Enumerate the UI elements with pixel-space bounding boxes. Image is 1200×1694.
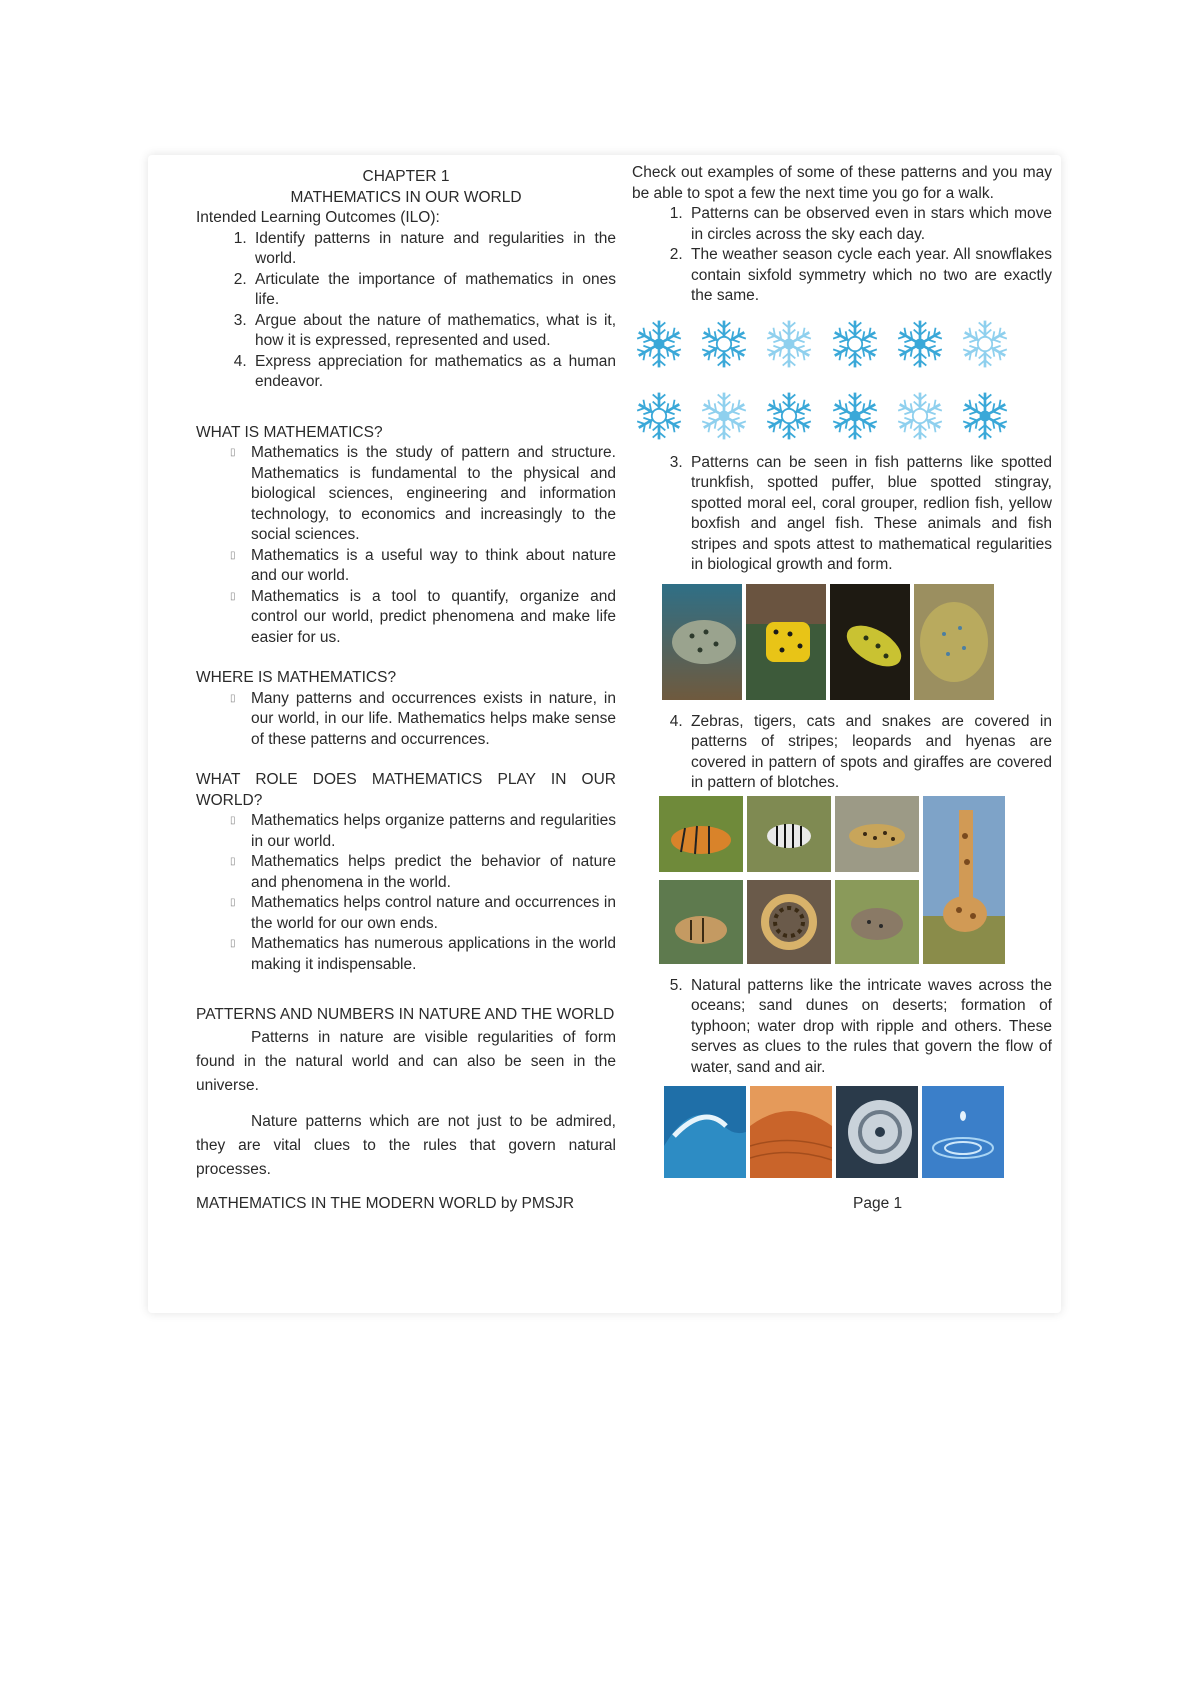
document-page: [148, 155, 1061, 1313]
example-item: 4. Zebras, tigers, cats and snakes are covered in patterns of stripes; leopards and hyenas are covered in pattern of spots and giraffes are covered in pattern of blotches.: [687, 712, 1052, 794]
role-item: ▯ Mathematics helps control nature and occurrences in the world for our own ends.: [251, 893, 616, 934]
animal-photo-grid: [659, 796, 999, 966]
ilo-item: 2. Articulate the importance of mathematics in ones life.: [251, 270, 616, 311]
snowflake-image: [893, 315, 947, 373]
what-is-heading: WHAT IS MATHEMATICS?: [196, 423, 383, 441]
nature-photo-row: [664, 1086, 1052, 1178]
page-number: Page 1: [853, 1195, 903, 1212]
snowflake-image: [632, 315, 686, 373]
animal-photo-tiger: [659, 796, 743, 872]
where-is-heading: WHERE IS MATHEMATICS?: [196, 669, 397, 686]
role-item: ▯ Mathematics helps predict the behavior of nature and phenomena in the world.: [251, 852, 616, 893]
examples-list-c: [632, 712, 1052, 794]
snowflake-image: [893, 387, 947, 445]
role-list: [196, 811, 616, 975]
footer-title: MATHEMATICS IN THE MODERN WORLD by PMSJR: [196, 1195, 575, 1212]
patterns-heading: PATTERNS AND NUMBERS IN NATURE AND THE WORLD: [196, 1006, 615, 1023]
ilo-item: 4. Express appreciation for mathematics as a human endeavor.: [251, 352, 616, 393]
animal-photo-hyena: [835, 880, 919, 964]
snowflake-image: [697, 315, 751, 373]
example-item: 5. Natural patterns like the intricate waves across the oceans; sand dunes on deserts; formation of typhoon; water drop with ripple and others. These serves as clues to the rules that govern the flow of water, sand and air.: [687, 976, 1052, 1079]
role-heading: WHAT ROLE DOES MATHEMATICS PLAY IN OUR WORLD?: [196, 771, 616, 809]
snowflake-image: [958, 315, 1012, 373]
what-is-item: ▯ Mathematics is the study of pattern and structure. Mathematics is fundamental to the physical and biological sciences, engineering and information technology, to economics and increasingly to the social sciences.: [251, 443, 616, 546]
examples-list-b: [632, 453, 1052, 576]
where-is-item: ▯ Many patterns and occurrences exists in nature, in our world, in our life. Mathematics helps make sense of these patterns and occurrences.: [251, 689, 616, 751]
what-is-item: ▯ Mathematics is a useful way to think about nature and our world.: [251, 546, 616, 587]
snowflake-image: [762, 315, 816, 373]
what-is-list: [196, 443, 616, 648]
patterns-paragraph-1: Patterns in nature are visible regularities of form found in the natural world and can also be seen in the universe.: [196, 1028, 616, 1094]
fish-photo-spotted-puffer: [830, 584, 910, 700]
fish-photo-stingray: [914, 584, 994, 700]
animal-photo-zebra: [747, 796, 831, 872]
snowflake-row: [632, 315, 1012, 373]
animal-photo-snake: [747, 880, 831, 964]
examples-list-a: [632, 204, 1052, 307]
snowflake-image: [828, 315, 882, 373]
left-column: [196, 167, 616, 1182]
examples-list-d: [632, 976, 1052, 1079]
snowflake-image: [762, 387, 816, 445]
role-item: ▯ Mathematics has numerous applications in the world making it indispensable.: [251, 934, 616, 975]
fish-photo-row: [662, 584, 1052, 700]
snowflake-image: [632, 387, 686, 445]
ilo-item: 1. Identify patterns in nature and regularities in the world.: [251, 229, 616, 270]
snowflake-image: [697, 387, 751, 445]
snowflake-gallery: [632, 315, 1052, 445]
animal-photo-cat: [659, 880, 743, 964]
animal-photo-giraffe: [923, 796, 1005, 964]
where-is-list: [196, 689, 616, 751]
right-intro: Check out examples of some of these patterns and you may be able to spot a few the next time you go for a walk.: [632, 164, 1052, 202]
fish-photo-yellow-boxfish: [746, 584, 826, 700]
snowflake-image: [958, 387, 1012, 445]
example-item: 1. Patterns can be observed even in stars which move in circles across the sky each day.: [687, 204, 1052, 245]
animal-photo-leopard: [835, 796, 919, 872]
what-is-item: ▯ Mathematics is a tool to quantify, organize and control our world, predict phenomena and make life easier for us.: [251, 587, 616, 649]
nature-photo-ocean-wave: [664, 1086, 746, 1178]
chapter-label: CHAPTER 1: [362, 168, 450, 185]
nature-photo-water-drop: [922, 1086, 1004, 1178]
ilo-item: 3. Argue about the nature of mathematics, what is it, how it is expressed, represented and used.: [251, 311, 616, 352]
fish-photo-trunkfish: [662, 584, 742, 700]
patterns-paragraph-2: Nature patterns which are not just to be admired, they are vital clues to the rules that govern natural processes.: [196, 1112, 616, 1178]
example-item: 2. The weather season cycle each year. All snowflakes contain sixfold symmetry which no two are exactly the same.: [687, 245, 1052, 307]
role-item: ▯ Mathematics helps organize patterns and regularities in our world.: [251, 811, 616, 852]
chapter-title: MATHEMATICS IN OUR WORLD: [290, 188, 522, 206]
snowflake-image: [828, 387, 882, 445]
nature-photo-sand-dune: [750, 1086, 832, 1178]
snowflake-row: [632, 387, 1012, 445]
nature-photo-typhoon: [836, 1086, 918, 1178]
ilo-list: [196, 229, 616, 393]
right-column: [632, 163, 1052, 1190]
ilo-label: Intended Learning Outcomes (ILO):: [196, 209, 440, 226]
example-item: 3. Patterns can be seen in fish patterns like spotted trunkfish, spotted puffer, blue spotted stingray, spotted moral eel, coral grouper, redlion fish, yellow boxfish and angel fish. These animals and fish stripes and spots attest to mathematical regularities in biological growth and form.: [687, 453, 1052, 576]
